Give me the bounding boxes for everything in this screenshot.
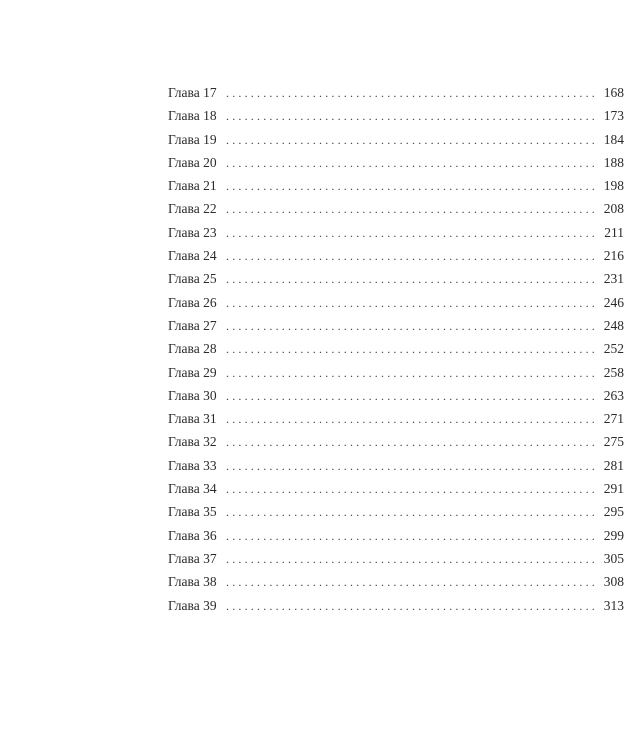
toc-dot-leader: ............................................................: [226, 505, 598, 520]
toc-entry-page-number: 291: [603, 481, 624, 497]
toc-dot-leader: ............................................................: [226, 598, 598, 613]
toc-dot-leader: ............................................................: [226, 295, 598, 310]
toc-dot-leader: ............................................................: [226, 109, 598, 124]
toc-dot-leader: ............................................................: [226, 342, 598, 357]
toc-entry-page-number: 263: [603, 387, 624, 403]
toc-entry-page-number: 198: [603, 178, 624, 194]
toc-dot-leader: ............................................................: [226, 86, 598, 100]
toc-entry-title: Глава 20: [168, 154, 217, 170]
toc-entry-page-number: 216: [603, 248, 624, 264]
toc-entry: [168, 547, 624, 570]
toc-entry-page-number: 275: [603, 434, 624, 450]
toc-dot-leader: ............................................................: [226, 458, 598, 473]
toc-dot-leader: ............................................................: [226, 225, 598, 240]
toc-dot-leader: ............................................................: [226, 388, 598, 403]
toc-entry: [168, 361, 624, 384]
toc-entry: [168, 128, 624, 151]
toc-entry: [168, 454, 624, 477]
toc-entry-title: Глава 33: [168, 457, 217, 473]
toc-dot-leader: ............................................................: [226, 551, 598, 566]
toc-entry-title: Глава 36: [168, 527, 217, 543]
toc-entry: [168, 174, 624, 197]
toc-dot-leader: ............................................................: [226, 365, 598, 380]
toc-dot-leader: ............................................................: [226, 179, 598, 194]
toc-dot-leader: ............................................................: [226, 435, 598, 450]
toc-entry: [168, 81, 624, 104]
toc-entry-page-number: 248: [603, 317, 624, 333]
toc-entry-page-number: 252: [603, 341, 624, 357]
toc-dot-leader: ............................................................: [226, 575, 598, 590]
toc-entry-title: Глава 26: [168, 294, 217, 310]
toc-dot-leader: ............................................................: [226, 272, 598, 287]
toc-entry-page-number: 295: [603, 504, 624, 520]
toc-entry-page-number: 271: [603, 411, 624, 427]
toc-entry-page-number: 246: [603, 294, 624, 310]
toc-entry-page-number: 299: [603, 527, 624, 543]
toc-entry-title: Глава 35: [168, 504, 217, 520]
toc-entry-title: Глава 19: [168, 131, 217, 147]
toc-entry-title: Глава 30: [168, 387, 217, 403]
toc-entry-page-number: 168: [603, 85, 624, 100]
toc-entry-title: Глава 28: [168, 341, 217, 357]
toc-entry: [168, 384, 624, 407]
toc-entry-title: Глава 37: [168, 550, 217, 566]
toc-entry-title: Глава 29: [168, 364, 217, 380]
toc-entry: [168, 477, 624, 500]
toc-dot-leader: ............................................................: [226, 482, 598, 497]
toc-dot-leader: ............................................................: [226, 155, 598, 170]
toc-entry: [168, 500, 624, 523]
toc-entry: [168, 524, 624, 547]
toc-entry-page-number: 211: [604, 224, 624, 240]
toc-entry-title: Глава 31: [168, 411, 217, 427]
toc-entry-page-number: 184: [603, 131, 624, 147]
toc-entry-title: Глава 27: [168, 317, 217, 333]
toc-entry: [168, 430, 624, 453]
toc-dot-leader: ............................................................: [226, 249, 598, 264]
toc-entry: [168, 267, 624, 290]
toc-entry: [168, 244, 624, 267]
toc-entry: [168, 151, 624, 174]
toc-entry-title: Глава 22: [168, 201, 217, 217]
toc-entry-title: Глава 24: [168, 248, 217, 264]
toc-dot-leader: ............................................................: [226, 132, 598, 147]
toc-entry: [168, 570, 624, 593]
toc-entry-page-number: 308: [603, 574, 624, 590]
toc-entry-title: Глава 21: [168, 178, 217, 194]
toc-entry-page-number: 313: [603, 597, 624, 613]
table-of-contents: [168, 81, 624, 617]
toc-entry-title: Глава 23: [168, 224, 217, 240]
toc-entry-page-number: 173: [603, 108, 624, 124]
toc-entry-page-number: 188: [603, 154, 624, 170]
toc-entry-title: Глава 34: [168, 481, 217, 497]
toc-entry: [168, 337, 624, 360]
toc-entry-page-number: 305: [603, 550, 624, 566]
toc-dot-leader: ............................................................: [226, 318, 598, 333]
toc-entry: [168, 291, 624, 314]
toc-entry-title: Глава 39: [168, 597, 217, 613]
toc-entry-page-number: 231: [603, 271, 624, 287]
toc-entry-title: Глава 17: [168, 85, 217, 100]
toc-entry: [168, 594, 624, 617]
toc-entry-page-number: 281: [603, 457, 624, 473]
toc-dot-leader: ............................................................: [226, 412, 598, 427]
toc-entry: [168, 221, 624, 244]
toc-entry-title: Глава 18: [168, 108, 217, 124]
toc-entry-title: Глава 38: [168, 574, 217, 590]
toc-dot-leader: ............................................................: [226, 202, 598, 217]
toc-entry-page-number: 258: [603, 364, 624, 380]
toc-entry-title: Глава 25: [168, 271, 217, 287]
toc-entry: [168, 407, 624, 430]
toc-entry-title: Глава 32: [168, 434, 217, 450]
toc-entry: [168, 104, 624, 127]
toc-entry: [168, 197, 624, 220]
toc-entry-page-number: 208: [603, 201, 624, 217]
toc-dot-leader: ............................................................: [226, 528, 598, 543]
toc-entry: [168, 314, 624, 337]
